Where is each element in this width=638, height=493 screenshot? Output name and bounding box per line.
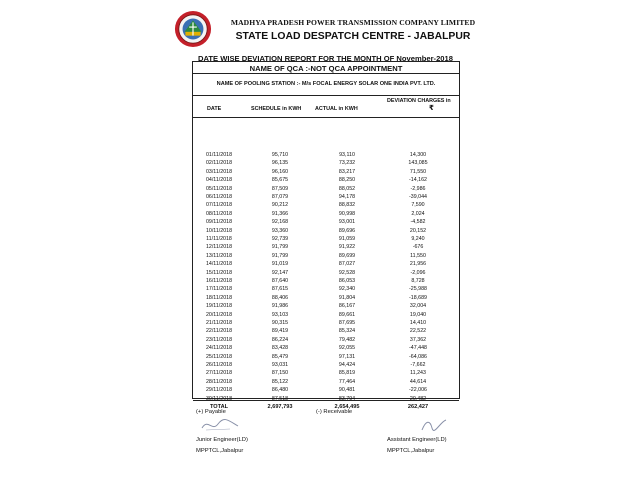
cell-actual: 86,167 — [338, 303, 356, 310]
table-row — [193, 336, 459, 344]
total-schedule: 2,697,793 — [267, 404, 293, 410]
table-row — [193, 361, 459, 369]
cell-deviation: 44,614 — [409, 378, 427, 385]
total-actual: 2,654,495 — [334, 404, 360, 410]
table-row — [193, 285, 459, 293]
cell-deviation: -18,689 — [409, 294, 427, 301]
cell-actual: 86,053 — [338, 278, 356, 284]
cell-date: 11/11/2018 — [206, 236, 232, 242]
cell-schedule: 87,640 — [271, 278, 289, 284]
cell-actual: 92,528 — [338, 269, 356, 276]
total-label: TOTAL — [209, 404, 229, 410]
cell-date: 10/11/2018 — [205, 227, 233, 234]
cell-date: 30/11/2018 — [205, 395, 233, 402]
cell-schedule: 86,480 — [271, 387, 289, 394]
table-row — [193, 210, 459, 218]
cell-schedule: 85,479 — [271, 353, 289, 360]
cell-actual: 94,424 — [338, 362, 356, 368]
cell-actual: 92,055 — [338, 345, 356, 352]
table-row — [193, 168, 459, 176]
cell-date: 22/11/2018 — [205, 328, 233, 335]
cell-date: 18/11/2018 — [205, 294, 233, 301]
table-row — [193, 159, 459, 167]
cell-deviation: -39,044 — [409, 194, 427, 200]
cell-deviation: -64,086 — [409, 353, 427, 360]
cell-deviation: 19,040 — [409, 311, 427, 318]
cell-date: 21/11/2018 — [205, 320, 233, 326]
table-divider — [193, 400, 459, 401]
table-row — [193, 227, 459, 235]
cell-date: 17/11/2018 — [205, 286, 233, 293]
receivable-note: (-) Receivable — [316, 409, 353, 415]
cell-schedule: 91,366 — [271, 210, 289, 217]
table-row — [193, 260, 459, 268]
cell-actual: 92,340 — [338, 286, 356, 293]
table-row — [193, 395, 459, 403]
cell-deviation: 11,550 — [410, 252, 426, 259]
table-row — [193, 319, 459, 327]
cell-schedule: 93,103 — [271, 311, 289, 318]
cell-actual: 97,131 — [338, 353, 356, 360]
column-header-date: DATE — [207, 106, 222, 112]
table-row — [193, 218, 459, 226]
table-row — [193, 176, 459, 184]
table-row — [193, 235, 459, 243]
cell-deviation: 11,243 — [410, 370, 426, 377]
cell-deviation: 14,300 — [409, 152, 427, 158]
cell-actual: 90,481 — [338, 387, 356, 394]
table-row — [193, 378, 459, 386]
cell-schedule: 93,031 — [271, 362, 289, 368]
cell-schedule: 91,799 — [271, 252, 289, 259]
cell-actual: 91,804 — [338, 294, 356, 301]
cell-schedule: 87,509 — [271, 185, 289, 192]
payable-note: (+) Payable — [196, 409, 226, 415]
cell-schedule: 87,150 — [271, 370, 289, 377]
cell-date: 25/11/2018 — [205, 353, 233, 360]
table-divider — [193, 73, 459, 74]
rupee-icon: ₹ — [429, 105, 434, 112]
pooling-station-title: NAME OF POOLING STATION :- M/s FOCAL ENERGY SOLAR ONE INDIA PVT. LTD. — [216, 81, 436, 87]
company-logo-icon — [174, 10, 212, 48]
table-row — [193, 277, 459, 285]
cell-date: 20/11/2018 — [205, 311, 233, 318]
cell-actual: 89,661 — [338, 311, 356, 318]
cell-date: 26/11/2018 — [205, 362, 233, 368]
cell-actual: 94,178 — [338, 194, 356, 200]
signature-left — [200, 416, 240, 434]
table-row — [193, 193, 459, 201]
table-row — [193, 243, 459, 251]
deviation-table — [192, 61, 460, 410]
cell-actual: 88,052 — [338, 185, 356, 192]
cell-actual: 83,217 — [338, 168, 356, 175]
cell-date: 01/11/2018 — [205, 152, 233, 158]
table-row — [193, 386, 459, 394]
cell-schedule: 92,739 — [271, 236, 289, 242]
cell-date: 28/11/2018 — [205, 378, 233, 385]
cell-actual: 88,250 — [338, 177, 356, 184]
cell-deviation: 143,085 — [408, 160, 428, 167]
cell-schedule: 93,360 — [271, 227, 289, 234]
cell-schedule: 96,135 — [271, 160, 289, 167]
cell-date: 04/11/2018 — [205, 177, 233, 184]
table-row — [193, 201, 459, 209]
cell-deviation: 32,004 — [409, 303, 427, 310]
cell-schedule: 91,019 — [271, 261, 289, 268]
cell-deviation: 37,362 — [409, 336, 427, 343]
cell-deviation: 21,956 — [409, 261, 427, 268]
cell-deviation: 9,240 — [411, 236, 425, 242]
cell-deviation: -7,662 — [410, 362, 426, 368]
cell-date: 24/11/2018 — [205, 345, 233, 352]
cell-deviation: -22,006 — [409, 387, 427, 394]
table-row — [193, 344, 459, 352]
cell-deviation: -14,162 — [409, 177, 427, 184]
signature-right — [420, 416, 448, 434]
cell-actual: 91,922 — [338, 244, 356, 251]
cell-date: 16/11/2018 — [205, 278, 233, 284]
cell-date: 19/11/2018 — [205, 303, 233, 310]
table-divider — [193, 117, 459, 118]
table-row — [193, 369, 459, 377]
cell-schedule: 91,986 — [271, 303, 289, 310]
cell-date: 14/11/2018 — [205, 261, 233, 268]
table-row — [193, 327, 459, 335]
cell-schedule: 87,079 — [271, 194, 289, 200]
column-header-actual: ACTUAL in KWH — [315, 106, 358, 112]
total-deviation: 262,427 — [407, 404, 429, 410]
cell-date: 08/11/2018 — [205, 210, 233, 217]
cell-schedule: 83,428 — [271, 345, 289, 352]
cell-actual: 85,324 — [338, 328, 356, 335]
cell-deviation: -676 — [412, 244, 424, 251]
cell-actual: 89,696 — [338, 227, 356, 234]
table-row — [193, 185, 459, 193]
cell-schedule: 86,224 — [271, 336, 289, 343]
column-header-schedule: SCHEDULE in KWH — [251, 106, 302, 112]
left-designation: Junior Engineer(LD) — [196, 437, 248, 443]
cell-deviation: -25,988 — [409, 286, 427, 293]
cell-schedule: 87,615 — [271, 286, 289, 293]
cell-actual: 87,695 — [338, 320, 356, 326]
cell-schedule: 89,419 — [271, 328, 289, 335]
table-divider — [193, 95, 459, 96]
report-title: DATE WISE DEVIATION REPORT FOR THE MONTH OF November-2018 — [198, 54, 453, 63]
cell-schedule: 85,122 — [271, 378, 289, 385]
cell-actual: 83,794 — [338, 395, 356, 402]
cell-date: 27/11/2018 — [205, 370, 233, 377]
cell-actual: 79,482 — [338, 336, 356, 343]
cell-date: 29/11/2018 — [205, 387, 233, 394]
table-row — [193, 269, 459, 277]
cell-actual: 73,232 — [338, 160, 356, 167]
cell-date: 15/11/2018 — [205, 269, 233, 276]
cell-deviation: 71,550 — [409, 168, 427, 175]
cell-date: 12/11/2018 — [205, 244, 233, 251]
cell-deviation: 7,590 — [411, 202, 425, 209]
cell-date: 02/11/2018 — [205, 160, 233, 167]
cell-schedule: 88,406 — [271, 294, 289, 301]
cell-deviation: 20,482 — [409, 395, 427, 402]
company-name: MADHYA PRADESH POWER TRANSMISSION COMPANY LIMITED — [230, 18, 476, 27]
cell-schedule: 90,212 — [271, 202, 289, 209]
cell-schedule: 87,518 — [271, 395, 289, 402]
cell-deviation: 8,728 — [411, 278, 425, 284]
cell-actual: 87,027 — [338, 261, 356, 268]
table-row — [193, 294, 459, 302]
column-header-deviation: DEVIATION CHARGES in — [387, 98, 451, 104]
cell-deviation: 14,410 — [409, 320, 427, 326]
cell-schedule: 85,675 — [271, 177, 289, 184]
left-office: MPPTCL,Jabalpur — [196, 448, 244, 454]
cell-actual: 77,464 — [338, 378, 356, 385]
cell-date: 09/11/2018 — [205, 219, 233, 226]
cell-schedule: 96,160 — [271, 168, 289, 175]
cell-date: 05/11/2018 — [205, 185, 233, 192]
right-office: MPPTCL,Jabalpur — [387, 448, 435, 454]
cell-actual: 93,110 — [339, 152, 355, 158]
cell-date: 13/11/2018 — [205, 252, 233, 259]
cell-deviation: -2,986 — [410, 185, 426, 192]
qca-appointment-title: NAME OF QCA :-NOT QCA APPOINTMENT — [249, 64, 403, 73]
cell-schedule: 95,710 — [271, 152, 289, 158]
cell-actual: 89,699 — [338, 252, 356, 259]
table-row — [193, 252, 459, 260]
cell-actual: 90,998 — [338, 210, 356, 217]
right-designation: Assistant Engineer(LD) — [387, 437, 447, 443]
cell-schedule: 92,147 — [271, 269, 289, 276]
cell-deviation: -47,448 — [409, 345, 427, 352]
cell-deviation: -4,582 — [410, 219, 426, 226]
table-row — [193, 311, 459, 319]
cell-actual: 88,832 — [338, 202, 356, 209]
table-row — [193, 353, 459, 361]
cell-date: 23/11/2018 — [205, 336, 233, 343]
cell-schedule: 92,168 — [271, 219, 289, 226]
cell-actual: 91,059 — [338, 236, 356, 242]
cell-actual: 93,001 — [338, 219, 356, 226]
cell-deviation: 20,152 — [409, 227, 427, 234]
table-row — [193, 151, 459, 159]
cell-date: 07/11/2018 — [205, 202, 233, 209]
cell-deviation: 22,522 — [409, 328, 427, 335]
cell-deviation: -2,096 — [410, 269, 426, 276]
centre-name: STATE LOAD DESPATCH CENTRE - JABALPUR — [235, 31, 471, 42]
table-row — [193, 302, 459, 310]
cell-actual: 85,819 — [338, 370, 356, 377]
cell-schedule: 90,315 — [271, 320, 289, 326]
cell-date: 03/11/2018 — [205, 168, 233, 175]
cell-date: 06/11/2018 — [205, 194, 233, 200]
cell-schedule: 91,799 — [271, 244, 289, 251]
cell-deviation: 2,024 — [411, 210, 425, 217]
